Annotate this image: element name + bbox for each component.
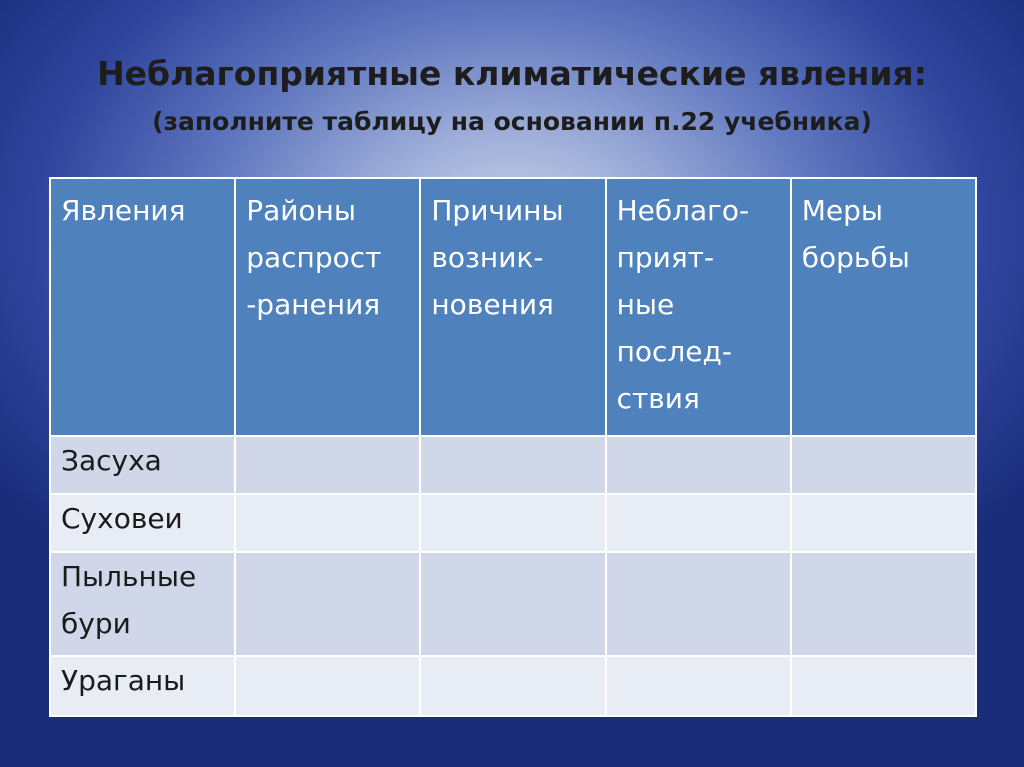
slide-title: Неблагоприятные климатические явления: — [97, 54, 927, 93]
table-cell[interactable] — [791, 552, 976, 656]
table-cell[interactable] — [606, 436, 791, 494]
row-label-dust-storms: Пыльные бури — [50, 552, 235, 656]
header-measures: Меры борьбы — [791, 178, 976, 436]
table-row — [50, 436, 976, 494]
table-cell[interactable] — [420, 494, 605, 552]
table-cell[interactable] — [791, 494, 976, 552]
table-cell[interactable] — [791, 656, 976, 716]
table-cell[interactable] — [420, 436, 605, 494]
table-cell[interactable] — [606, 494, 791, 552]
table-row — [50, 494, 976, 552]
header-regions: Районы распрост -ранения — [235, 178, 420, 436]
table-cell[interactable] — [606, 552, 791, 656]
header-consequences: Неблаго- прият- ные послед- ствия — [606, 178, 791, 436]
table-cell[interactable] — [235, 656, 420, 716]
table-cell[interactable] — [235, 436, 420, 494]
slide-subtitle: (заполните таблицу на основании п.22 учебника) — [152, 107, 872, 136]
row-label-drought: Засуха — [50, 436, 235, 494]
table-row — [50, 656, 976, 716]
row-label-dry-winds: Суховеи — [50, 494, 235, 552]
row-label-hurricanes: Ураганы — [50, 656, 235, 716]
table-cell[interactable] — [791, 436, 976, 494]
table-cell[interactable] — [420, 552, 605, 656]
table-row — [50, 552, 976, 656]
header-phenomena: Явления — [50, 178, 235, 436]
table-cell[interactable] — [235, 552, 420, 656]
table-header-row — [50, 178, 976, 436]
phenomena-table — [49, 177, 977, 717]
header-causes: Причины возник- новения — [420, 178, 605, 436]
table-cell[interactable] — [235, 494, 420, 552]
table-cell[interactable] — [606, 656, 791, 716]
table-cell[interactable] — [420, 656, 605, 716]
